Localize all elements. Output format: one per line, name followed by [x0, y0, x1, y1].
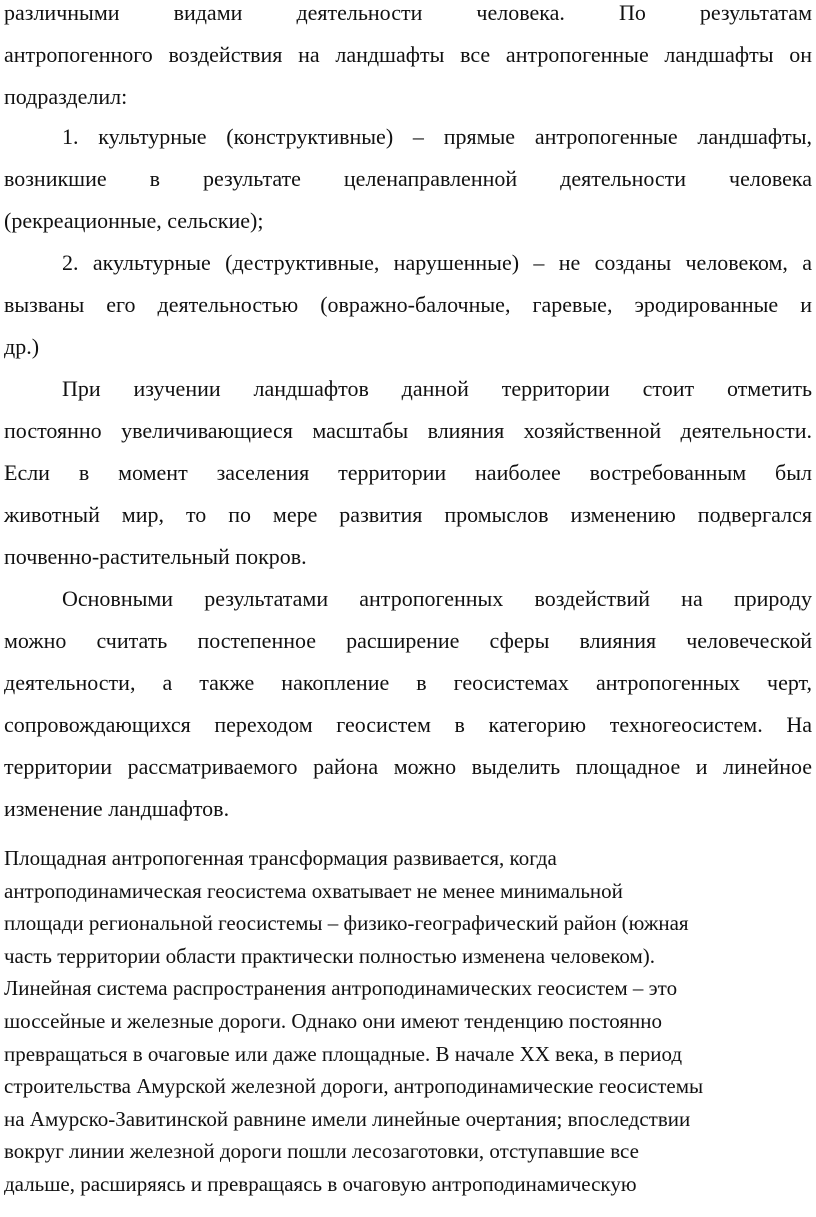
text-line: др.)	[4, 334, 40, 359]
text-line: возникшие в результате целенаправленной деятельности человека	[4, 166, 812, 191]
text-line: на Амурско-Завитинской равнине имели линейные очертания; впоследствии	[4, 1106, 691, 1131]
text-line: различными видами деятельности человека. По результатам	[4, 0, 812, 25]
text-line: почвенно-растительный покров.	[4, 544, 307, 569]
text-line: антроподинамическая геосистема охватывает не менее минимальной	[4, 878, 623, 903]
text-line: (рекреационные, сельские);	[4, 208, 264, 233]
text-line: Линейная система распространения антроподинамических геосистем – это	[4, 976, 678, 1001]
text-line: можно считать постепенное расширение сферы влияния человеческой	[4, 628, 812, 653]
list-item-cultural	[4, 116, 812, 242]
paragraph-intro	[4, 0, 812, 118]
text-line: деятельности, а также накопление в геосистемах антропогенных черт,	[4, 670, 812, 695]
text-line: вокруг линии железной дороги пошли лесозаготовки, отступавшие все	[4, 1139, 639, 1164]
text-line: При изучении ландшафтов данной территории стоит отметить	[62, 376, 812, 401]
text-line: территории рассматриваемого района можно выделить площадное и линейное	[4, 754, 812, 779]
text-line: сопровождающихся переходом геосистем в категорию техногеосистем. На	[4, 712, 812, 737]
text-line: 2. акультурные (деструктивные, нарушенные) – не созданы человеком, а	[62, 250, 812, 275]
text-line: 1. культурные (конструктивные) – прямые антропогенные ландшафты,	[62, 124, 812, 149]
text-line: строительства Амурской железной дороги, антроподинамические геосистемы	[4, 1074, 704, 1099]
text-line: подразделил:	[4, 84, 128, 109]
text-line: постоянно увеличивающиеся масштабы влияния хозяйственной деятельности.	[4, 418, 812, 443]
text-line: животный мир, то по мере развития промыслов изменению подвергался	[4, 502, 812, 527]
paragraph-results	[4, 578, 812, 830]
list-item-acultural	[4, 242, 812, 368]
text-line: антропогенного воздействия на ландшафты все антропогенные ландшафты он	[4, 42, 812, 67]
text-line: изменение ландшафтов.	[4, 796, 230, 821]
text-line: вызваны его деятельностью (овражно-балочные, гаревые, эродированные и	[4, 292, 812, 317]
text-line: площади региональной геосистемы – физико-географический район (южная	[4, 911, 689, 936]
text-line: часть территории области практически полностью изменена человеком).	[4, 943, 656, 968]
paragraph-areal-transformation	[4, 842, 812, 1201]
text-line: Основными результатами антропогенных воздействий на природу	[62, 586, 812, 611]
text-line: Если в момент заселения территории наиболее востребованным был	[4, 460, 812, 485]
text-line: дальше, расширяясь и превращаясь в очаговую антроподинамическую	[4, 1171, 637, 1196]
text-line: Площадная антропогенная трансформация развивается, когда	[4, 846, 557, 870]
paragraph-study	[4, 368, 812, 578]
text-line: шоссейные и железные дороги. Однако они имеют тенденцию постоянно	[4, 1008, 662, 1033]
text-line: превращаться в очаговые или даже площадные. В начале XX века, в период	[4, 1041, 683, 1066]
